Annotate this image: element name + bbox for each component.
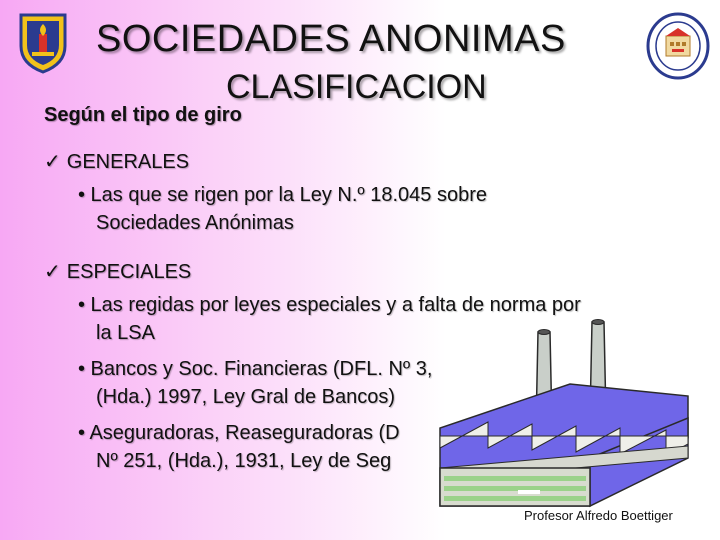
bullet-line: la LSA: [96, 322, 155, 344]
university-shield-icon: [18, 12, 68, 74]
checkmark-icon: ✓: [44, 151, 61, 173]
group-generales: [44, 149, 189, 174]
checkmark-icon: ✓: [44, 261, 61, 283]
group-label: ESPECIALES: [66, 261, 192, 283]
bullet-line: • Aseguradoras, Reaseguradoras (D: [78, 422, 400, 444]
bullet-line: Sociedades Anónimas: [96, 212, 294, 234]
circular-seal-icon: [646, 12, 710, 80]
group-label: GENERALES: [66, 151, 190, 173]
slide-subtitle: CLASIFICACION: [226, 68, 487, 106]
bullet-line: (Hda.) 1997, Ley Gral de Bancos): [96, 386, 396, 408]
footer-author: Profesor Alfredo Boettiger: [524, 508, 673, 523]
bullet-line: • Bancos y Soc. Financieras (DFL. Nº 3,: [78, 358, 433, 380]
factory-clipart: [420, 318, 690, 508]
bullet-line: • Las que se rigen por la Ley N.º 18.045 sobre: [78, 184, 488, 206]
slide-title: SOCIEDADES ANONIMAS: [96, 18, 566, 60]
bullet-line: • Las regidas por leyes especiales y a falta de norma por: [78, 294, 581, 316]
bullet-line: Nº 251, (Hda.), 1931, Ley de Seg: [96, 450, 392, 472]
group-especiales: [44, 259, 191, 284]
section-heading: Según el tipo de giro: [44, 104, 242, 126]
